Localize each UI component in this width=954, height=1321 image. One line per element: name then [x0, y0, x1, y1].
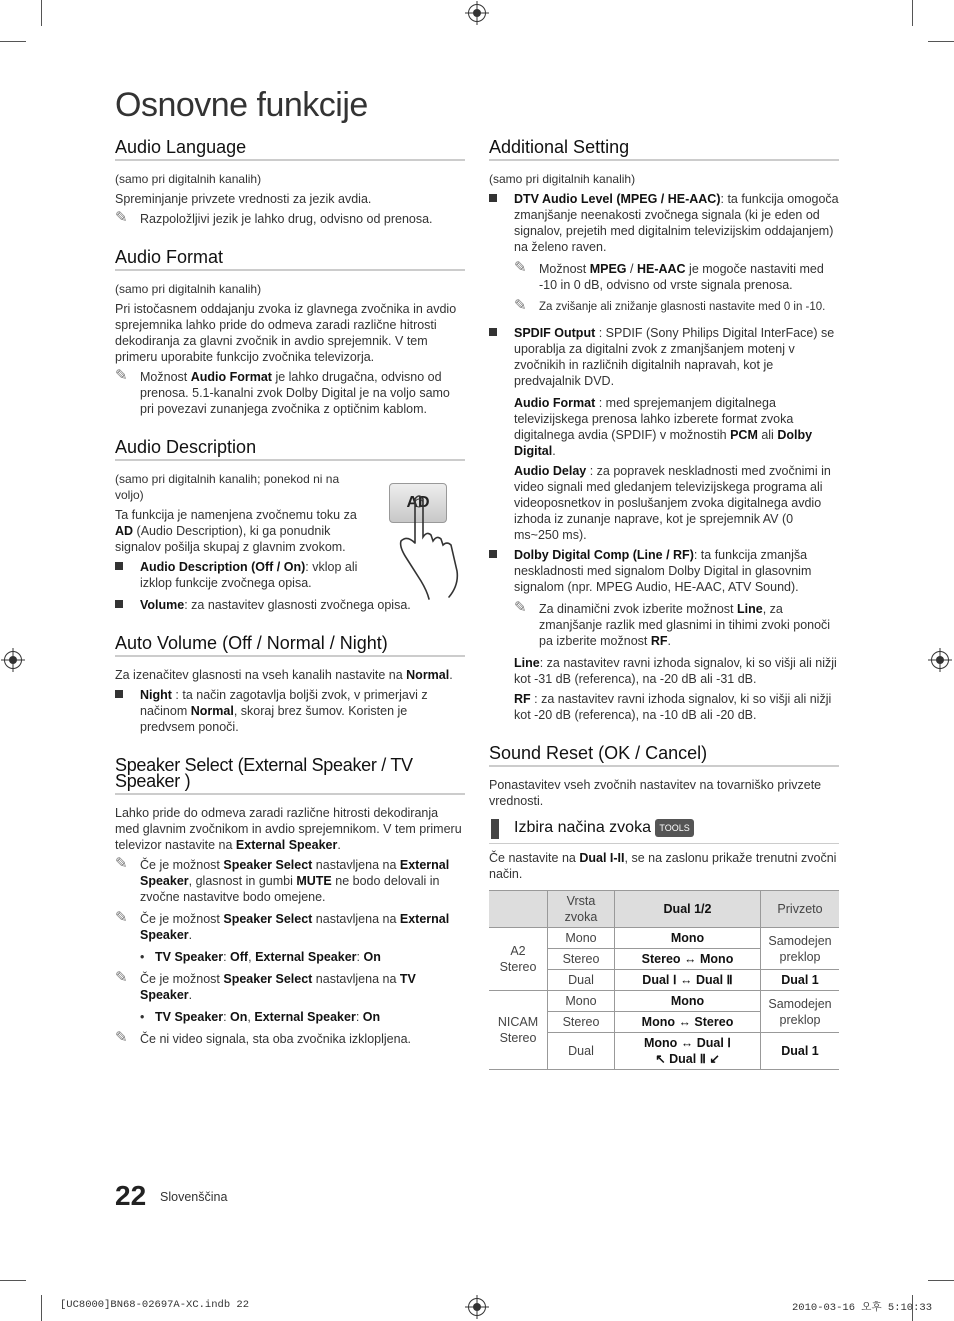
pencil-icon: ✎ [514, 599, 527, 616]
heading-audio-language: Audio Language [115, 139, 465, 161]
section-sound-reset [489, 745, 839, 809]
text: Za izenačitev glasnosti na vseh kanalih nastavite na Normal. [115, 668, 453, 682]
heading-sound-reset: Sound Reset (OK / Cancel) [489, 745, 839, 767]
sub-bullet: • TV Speaker: On, External Speaker: On [140, 1010, 381, 1024]
bullet: Volume: za nastavitev glasnosti zvočnega opisa. [115, 597, 465, 613]
note: ✎ Če je možnost Speaker Select nastavljena na TV Speaker. [115, 969, 416, 1002]
pencil-icon: ✎ [115, 367, 128, 384]
table-row: Stereo Mono ↔ Stereo [489, 1012, 839, 1033]
pencil-icon: ✎ [115, 909, 128, 926]
text: (samo pri digitalnih kanalih; ponekod ni na voljo) [115, 472, 340, 502]
ad-button-icon: AD [389, 483, 447, 523]
crop-mark [41, 1295, 42, 1321]
note: ✎ Če je možnost Speaker Select nastavljena na External Speaker. [115, 909, 450, 942]
registration-mark-icon [931, 651, 949, 669]
text: Spreminjanje privzete vrednosti za jezik avdia. [115, 192, 372, 206]
section-audio-format [115, 249, 465, 417]
page-title: Osnovne funkcije [115, 86, 368, 124]
registration-mark-icon [468, 1298, 486, 1316]
text: Če nastavite na Dual I-II, se na zaslonu prikaže trenutni zvočni način. [489, 851, 837, 881]
text: Line: za nastavitev ravni izhoda signalov, ki so višji ali nižji kot -31 dB (referenca), na -20 dB ali -31 dB. [514, 656, 837, 686]
crop-mark [41, 0, 42, 26]
table-header: Vrsta zvoka [548, 891, 615, 928]
heading-audio-description: Audio Description [115, 439, 465, 461]
text: Pri istočasnem oddajanju zvoka iz glavnega zvočnika in avdio sprejemnika lahko pride do odmeva zaradi različne hitrosti dekodiranja za glavni zvočnik in avdio sprejemnik. V tem primeru uporabite funkcijo zvočnika televizorja. [115, 302, 457, 364]
ad-button-illustration [387, 475, 467, 600]
heading-auto-volume: Auto Volume (Off / Normal / Night) [115, 635, 465, 657]
crop-mark [928, 1280, 954, 1281]
crop-mark [912, 0, 913, 26]
crop-mark [0, 41, 26, 42]
section-additional-setting [489, 139, 839, 723]
note: ✎ Možnost MPEG / HE-AAC je mogoče nastaviti med -10 in 0 dB, odvisno od vrste signala prenosa. [514, 259, 824, 292]
sound-mode-table [489, 890, 839, 1070]
section-audio-language [115, 139, 465, 227]
footer-file: [UC8000]BN68-02697A-XC.indb 22 [60, 1299, 250, 1311]
bullet: DTV Audio Level (MPEG / HE-AAC): ta funkcija omogoča zmanjšanje neenakosti zvočnega signala (ki je eden od signalov, prejetih med digitalnim televizijskim oddajanjem) na želeno raven. [489, 191, 839, 255]
pencil-icon: ✎ [115, 969, 128, 986]
heading-audio-format: Audio Format [115, 249, 465, 271]
table-row: A2 Stereo Mono Mono Samodejen preklop [489, 928, 839, 949]
right-column [489, 139, 839, 1070]
note: ✎ Možnost Audio Format je lahko drugačna, odvisno od prenosa. 5.1-kanalni zvok Dolby Digital je na voljo samo pri povezavi zunanjega zvočnika z optičnim kablom. [115, 367, 450, 416]
note: ✎ Za dinamični zvok izberite možnost Line, za zmanjšanje razlik med glasnimi in tihimi zvoki ponoči pa izberite možnost RF. [514, 599, 831, 648]
pencil-icon: ✎ [514, 259, 527, 276]
table-row: Dual Dual Ⅰ ↔ Dual Ⅱ Dual 1 [489, 970, 839, 991]
text: Ta funkcija je namenjena zvočnemu toku za AD (Audio Description), ki ga ponudnik signalov pošilja skupaj z glavnim zvokom. [115, 508, 357, 554]
note: ✎ Za zvišanje ali znižanje glasnosti nastavite med 0 in -10. [514, 297, 826, 314]
text: Ponastavitev vseh zvočnih nastavitev na tovarniško privzete vrednosti. [489, 778, 822, 808]
note: ✎ Če ni video signala, sta oba zvočnika izklopljena. [115, 1029, 411, 1046]
crop-mark [0, 1280, 26, 1281]
text: (samo pri digitalnih kanalih) [489, 172, 636, 186]
bullet: SPDIF Output : SPDIF (Sony Philips Digital InterFace) se uporablja za digitalni zvok z zmanjšanjem motenj v zvočnikih in različnih digitalnih napravah, kot je predvajalnik DVD. [489, 325, 839, 389]
text: (samo pri digitalnih kanalih) [115, 282, 262, 296]
table-header: Privzeto [761, 891, 840, 928]
table-header [489, 891, 548, 928]
heading-speaker-select: Speaker Select (External Speaker / TV Speaker ) [115, 757, 465, 795]
table-row: Dual Mono ↔ Dual Ⅰ ↖ Dual Ⅱ ↙ Dual 1 [489, 1033, 839, 1070]
footer-date: 2010-03-16 오후 5:10:33 [792, 1302, 933, 1314]
section-speaker-select [115, 757, 465, 1047]
registration-mark-icon [4, 651, 22, 669]
page-number: 22 [115, 1180, 147, 1211]
bullet: Night : ta način zagotavlja boljši zvok, v primerjavi z načinom Normal, skoraj brez šumov. Koristen je predvsem ponoči. [115, 687, 465, 735]
pencil-icon: ✎ [115, 209, 128, 226]
section-auto-volume [115, 635, 465, 735]
pencil-icon: ✎ [514, 297, 527, 314]
table-row: Stereo Stereo ↔ Mono [489, 949, 839, 970]
bullet: Audio Description (Off / On): vklop ali izklop funkcije zvočnega opisa. [115, 559, 365, 591]
left-column [115, 139, 465, 1069]
pencil-icon: ✎ [115, 1029, 128, 1046]
table-row: NICAM Stereo Mono Mono Samodejen preklop [489, 991, 839, 1012]
section-izbira [489, 819, 839, 1070]
heading-additional-setting: Additional Setting [489, 139, 839, 161]
text: Audio Delay : za popravek neskladnosti med zvočnimi in video signali med gledanjem televizijskega programa ali videoposnetkov in poslušanjem zvoka digitalnega avdio izhoda iz zunanje naprave, kot je sprejemnik AV (0 ms~250 ms). [514, 464, 831, 542]
hand-icon [387, 475, 467, 600]
note: ✎ Razpoložljivi jezik je lahko drug, odvisno od prenosa. [115, 209, 433, 226]
note: ✎ Če je možnost Speaker Select nastavljena na External Speaker, glasnost in gumbi MUTE ne bodo delovali in zvočne nastavitve bodo omejene. [115, 855, 450, 904]
crop-mark [928, 41, 954, 42]
text: (samo pri digitalnih kanalih) [115, 172, 262, 186]
language-label: Slovenščina [160, 1190, 228, 1204]
section-audio-description [115, 439, 465, 613]
table-header: Dual 1/2 [615, 891, 761, 928]
bullet: Dolby Digital Comp (Line / RF): ta funkcija zmanjša neskladnosti med signalom Dolby Digital in glasovnim signalom (npr. MPEG Audio, HE-AAC, ATV Sound). [489, 547, 839, 595]
pencil-icon: ✎ [115, 855, 128, 872]
heading-izbira: Izbira načina zvoka TOOLS [489, 819, 839, 844]
sub-bullet: • TV Speaker: Off, External Speaker: On [140, 950, 381, 964]
registration-mark-icon [468, 4, 486, 22]
text: RF : za nastavitev ravni izhoda signalov, ki so višji ali nižji kot -20 dB (referenca), na -10 dB ali -20 dB. [514, 692, 832, 722]
tools-icon: TOOLS [655, 819, 693, 837]
text: Lahko pride do odmeva zaradi različne hitrosti dekodiranja med glavnim zvočnikom in avdio sprejemnikom. V tem primeru televizor nastavite na External Speaker. [115, 806, 462, 852]
text: Audio Format : med sprejemanjem digitalnega televizijskega prenosa lahko izberete format zvoka digitalnega avdia (SPDIF) v možnostih PCM ali Dolby Digital. [514, 396, 813, 458]
